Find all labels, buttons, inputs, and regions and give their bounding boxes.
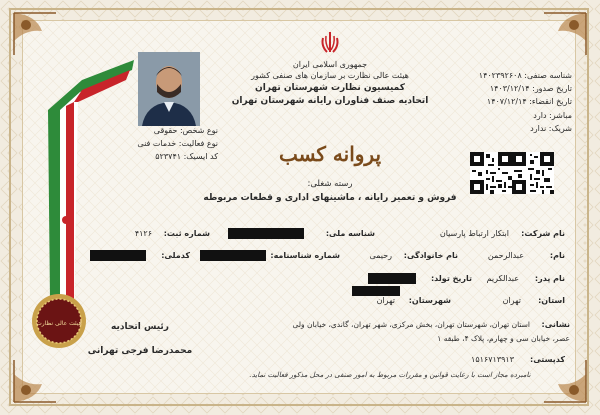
redacted-birth-date bbox=[368, 273, 416, 284]
serial-number: شناسه صنفی: ۱۴۰۲۳۹۲۶۰۸ bbox=[478, 71, 572, 80]
postal-label: کدپستی: bbox=[530, 355, 565, 364]
address-line-2: عصر، خیابان سی و چهارم، پلاک ۴، طبقه ۱ bbox=[437, 334, 570, 343]
person-type: نوع شخص: حقوقی bbox=[153, 126, 218, 135]
family-label: نام خانوادگی: bbox=[403, 251, 458, 260]
svg-text:هیئت عالی نظارت: هیئت عالی نظارت bbox=[36, 320, 82, 327]
qr-code-icon bbox=[470, 152, 512, 194]
header-commission: کمیسیون نظارت شهرستان تهران bbox=[255, 83, 405, 93]
national-id-label: شناسه ملی: bbox=[325, 229, 375, 238]
emblem-icon bbox=[62, 216, 70, 224]
family-value: رحیمی bbox=[369, 251, 392, 260]
address-label: نشانی: bbox=[541, 320, 570, 329]
national-code-label: کدملی: bbox=[161, 251, 190, 260]
header-union: اتحادیه صنف فناوران رایانه شهرستان تهران bbox=[231, 96, 429, 106]
company-value: ابتکار ارتباط پارسیان bbox=[439, 229, 509, 238]
person-photo bbox=[138, 52, 200, 126]
flag-ribbon bbox=[38, 40, 142, 330]
emblem-icon bbox=[317, 30, 343, 56]
registration-label: شماره ثبت: bbox=[163, 229, 210, 238]
father-label: نام پدر: bbox=[534, 274, 565, 283]
activity-label: رسته شغلی: bbox=[307, 179, 353, 189]
page-title: پروانه کسب bbox=[278, 142, 382, 166]
isic-code: کد ایسیک: ۵۲۳۷۴۱ bbox=[155, 152, 218, 161]
birth-label: تاریخ تولد: bbox=[430, 274, 472, 283]
redacted-id-number bbox=[200, 250, 266, 261]
redacted-national-id bbox=[228, 228, 304, 239]
corner-ornament-bottom-right bbox=[542, 358, 588, 404]
manager-status: مباشر: دارد bbox=[533, 111, 572, 120]
header-board: هیئت عالی نظارت بر سازمان های صنفی کشور bbox=[251, 71, 409, 80]
partner-status: شریک: ندارد bbox=[530, 124, 572, 133]
registration-value: ۴۱۲۶ bbox=[134, 229, 152, 238]
signature-role: رئیس اتحادیه bbox=[111, 322, 169, 332]
expiry-date: تاریخ انقضاء: ۱۴۰۷/۱۲/۱۴ bbox=[486, 97, 572, 106]
seal-icon bbox=[30, 292, 88, 350]
issue-date: تاریخ صدور: ۱۴۰۳/۱۲/۱۴ bbox=[489, 84, 572, 93]
corner-ornament-bottom-left bbox=[12, 358, 58, 404]
footer-note: نامبرده مجاز است با رعایت قوانین و مقررات مربوط به امور صنفی در محل مذکور فعالیت نماید. bbox=[249, 371, 531, 379]
redacted-national-code bbox=[90, 250, 146, 261]
company-label: نام شرکت: bbox=[521, 229, 565, 238]
postal-value: ۱۵۱۶۷۱۳۹۱۳ bbox=[471, 355, 514, 364]
province-value: تهران bbox=[502, 296, 521, 305]
father-value: عبدالکریم bbox=[486, 274, 519, 283]
city-value: تهران bbox=[376, 296, 395, 305]
province-label: استان: bbox=[538, 296, 565, 305]
address-line-1: استان تهران، شهرستان تهران، بخش مرکزی، شهر تهران، گاندی، خیابان ولی bbox=[292, 320, 530, 329]
header-republic: جمهوری اسلامی ایران bbox=[292, 60, 368, 69]
id-number-label: شماره شناسنامه: bbox=[270, 251, 340, 260]
activity-value: فروش و تعمیر رایانه ، ماشینهای اداری و قطعات مربوطه bbox=[203, 193, 457, 203]
redacted-birth-date-2 bbox=[352, 286, 400, 296]
name-value: عبدالرحمن bbox=[487, 251, 524, 260]
corner-ornament-top-right bbox=[542, 11, 588, 57]
city-label: شهرستان: bbox=[408, 296, 451, 305]
activity-type: نوع فعالیت: خدمات فنی bbox=[137, 139, 218, 148]
signature-name: محمدرضا فرجی تهرانی bbox=[87, 346, 193, 356]
name-label: نام: bbox=[549, 251, 565, 260]
qr-code-icon bbox=[512, 152, 554, 194]
